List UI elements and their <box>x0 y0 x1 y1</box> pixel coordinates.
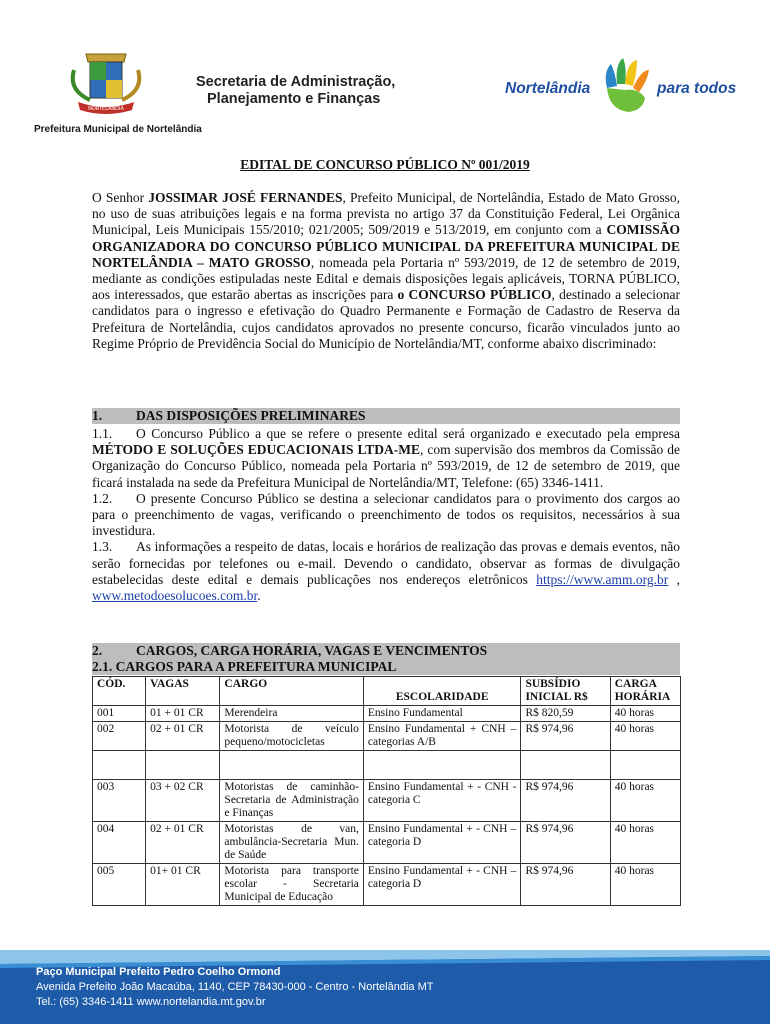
brand-logo <box>505 58 755 120</box>
table-row <box>93 780 681 822</box>
cell-cargo: Motorista para transporte escolar - Secretaria Municipal de Educação <box>220 864 363 906</box>
department-line-1: Secretaria de Administração, <box>196 74 396 90</box>
cell-cod: 002 <box>93 722 146 751</box>
table-header-row <box>93 677 681 706</box>
cell-cargo: Motoristas de van, ambulância-Secretaria Mun. de Saúde <box>220 822 363 864</box>
company-name: MÉTODO E SOLUÇÕES EDUCACIONAIS LTDA-ME <box>92 442 421 458</box>
amm-link[interactable]: https://www.amm.org.br <box>536 571 669 587</box>
cell-vagas: 02 + 01 CR <box>146 722 220 751</box>
table-spacer-row <box>93 751 681 780</box>
section-2-subtitle: 2.1. CARGOS PARA A PREFEITURA MUNICIPAL <box>92 659 397 674</box>
clause-1-3-text: As informações a respeito de datas, locais e horários de realização das provas e demais eventos, não serão fornecidas por telefones ou e-mail. Devendo o candidato, observar as formas de divulgação estabelecidas deste edital e demais publicações nos endereços eletrônicos <box>92 539 680 587</box>
header-cod: CÓD. <box>93 677 146 706</box>
link-separator: , <box>668 571 681 587</box>
intro-paragraph <box>92 190 680 352</box>
mayor-name: JOSSIMAR JOSÉ FERNANDES <box>148 190 343 205</box>
brand-name: Nortelândia <box>505 80 591 97</box>
cell-subsidio: R$ 820,59 <box>521 706 610 722</box>
municipality-label: Prefeitura Municipal de Nortelândia <box>34 124 202 135</box>
header-escolaridade: ESCOLARIDADE <box>363 677 521 706</box>
cell-vagas: 01+ 01 CR <box>146 864 220 906</box>
cell-vagas: 02 + 01 CR <box>146 822 220 864</box>
clause-1-3 <box>92 539 680 604</box>
cell-escolaridade: Ensino Fundamental + - CNH – categoria D <box>363 822 521 864</box>
clause-1-1-text-c: , com supervisão dos membros da Comissão de Organização do Concurso Público, nomeada pela Portaria nº 593/2019, de 12 de setembro de 2019, que ficará instalada na sede da Prefeitura Municipal de Nortelândia/MT, Telefone: (65) 3346-1411. <box>92 442 681 490</box>
cell-vagas: 03 + 02 CR <box>146 780 220 822</box>
intro-text-2: , Prefeito Municipal, de Nortelândia, Estado de Mato Grosso, no uso de suas atribuições legais e na forma prevista no artigo 37 da Constituição Federal, Lei Orgânica Municipal, Leis Municipais 155/2010; 021/2005; 509/2019 e 513/2019, em conjunto com a <box>92 190 680 238</box>
crest-banner-text: NORTELÂNDIA <box>88 106 124 112</box>
cell-cod: 001 <box>93 706 146 722</box>
clause-1-1-text-a: O Concurso Público a que se refere o presente edital será organizado e executado pela empresa <box>136 426 680 441</box>
header-cargo: CARGO <box>220 677 363 706</box>
cell-carga: 40 horas <box>610 864 680 906</box>
table-row <box>93 722 681 751</box>
section-2-title: CARGOS, CARGA HORÁRIA, VAGAS E VENCIMENTOS <box>136 643 488 658</box>
header-carga <box>610 677 680 706</box>
department-line-2: Planejamento e Finanças <box>207 91 381 107</box>
table-row <box>93 706 681 722</box>
clause-1-2-number: 1.2. <box>92 490 113 506</box>
footer-address: Avenida Prefeito João Macaúba, 1140, CEP 78430-000 - Centro - Nortelândia MT <box>36 981 434 993</box>
cargos-table <box>92 676 681 906</box>
clause-1-2 <box>92 491 680 540</box>
cell-cod: 004 <box>93 822 146 864</box>
section-2-heading <box>92 643 680 675</box>
edital-title: EDITAL DE CONCURSO PÚBLICO Nº 001/2019 <box>240 157 530 172</box>
cell-cargo: Motorista de veículo pequeno/motocicletas <box>220 722 363 751</box>
intro-text-3: , nomeada pela Portaria nº 593/2019, de 12 de setembro de 2019, mediante as condições estipuladas neste Edital e demais disposições legais aplicáveis, TORNA PÚBLICO, aos interessados, que estarão abertas as inscrições para <box>92 254 681 303</box>
section-1-heading <box>92 408 680 424</box>
cell-escolaridade: Ensino Fundamental + - CNH – categoria D <box>363 864 521 906</box>
section-1-title: DAS DISPOSIÇÕES PRELIMINARES <box>136 408 366 423</box>
clause-1-3-end: . <box>257 588 261 604</box>
section-2-title-row <box>92 643 680 659</box>
clause-1-3-number: 1.3. <box>92 539 113 555</box>
department-name <box>196 74 395 108</box>
letterhead <box>0 0 770 140</box>
header-subsidio <box>521 677 610 706</box>
cell-carga: 40 horas <box>610 780 680 822</box>
header-subsidio-line-2: INICIAL R$ <box>525 691 588 703</box>
table-row <box>93 822 681 864</box>
cell-carga: 40 horas <box>610 822 680 864</box>
header-carga-line-2: HORÁRIA <box>614 691 671 703</box>
concurso-label: o CONCURSO PÚBLICO <box>397 287 552 303</box>
header-subsidio-line-1: SUBSÍDIO <box>525 678 581 690</box>
cell-subsidio: R$ 974,96 <box>521 822 610 864</box>
intro-text-1: O Senhor <box>92 190 149 205</box>
clause-1-2-text: O presente Concurso Público se destina a selecionar candidatos para o provimento dos cargos ao para o preenchimento de vagas, verificando o preenchimento de todos os requisitos, necessários à sua investidura. <box>92 490 680 539</box>
cell-vagas: 01 + 01 CR <box>146 706 220 722</box>
cell-cod: 005 <box>93 864 146 906</box>
footer <box>0 950 770 1024</box>
metodo-link[interactable]: www.metodoesolucoes.com.br <box>92 588 258 604</box>
cell-cargo: Merendeira <box>220 706 363 722</box>
header-carga-line-1: CARGA <box>614 678 657 690</box>
footer-building-name: Paço Municipal Prefeito Pedro Coelho Ormond <box>36 966 281 978</box>
cell-escolaridade: Ensino Fundamental + - CNH - categoria C <box>363 780 521 822</box>
footer-contact: Tel.: (65) 3346-1411 www.nortelandia.mt.gov.br <box>36 996 266 1008</box>
clause-1-1-number: 1.1. <box>92 426 113 441</box>
cell-carga: 40 horas <box>610 722 680 751</box>
intro-text-4: , destinado a selecionar candidatos para o ingresso e efetivação do Quadro Permanente e Formação de Cadastro de Reserva da Prefeitura de Nortelândia, cujos candidatos aprovados no presente concurso, ficarão vinculados junto ao Regime Próprio de Previdência Social do Município de Nortelândia/MT, conforme abaixo discriminado: <box>92 287 681 351</box>
cell-cargo: Motoristas de caminhão-Secretaria de Administração e Finanças <box>220 780 363 822</box>
cell-subsidio: R$ 974,96 <box>521 780 610 822</box>
brand-tagline: para todos <box>657 80 737 97</box>
section-1-number: 1. <box>92 408 103 423</box>
cell-escolaridade: Ensino Fundamental <box>363 706 521 722</box>
cell-subsidio: R$ 974,96 <box>521 864 610 906</box>
commission-name: COMISSÃO ORGANIZADORA DO CONCURSO PÚBLICO MUNICIPAL DA PREFEITURA MUNICIPAL DE NORTELÂNDIA – MATO GROSSO <box>92 222 680 270</box>
cell-cod: 003 <box>93 780 146 822</box>
table-row <box>93 864 681 906</box>
cell-escolaridade: Ensino Fundamental + CNH – categorias A/B <box>363 722 521 751</box>
colorful-hand-icon <box>595 58 659 116</box>
section-2-number: 2. <box>92 643 103 658</box>
cell-carga: 40 horas <box>610 706 680 722</box>
section-1-body <box>92 426 680 604</box>
header-vagas: VAGAS <box>146 677 220 706</box>
municipal-crest-logo <box>64 50 148 120</box>
clause-1-1 <box>92 426 680 491</box>
cell-subsidio: R$ 974,96 <box>521 722 610 751</box>
